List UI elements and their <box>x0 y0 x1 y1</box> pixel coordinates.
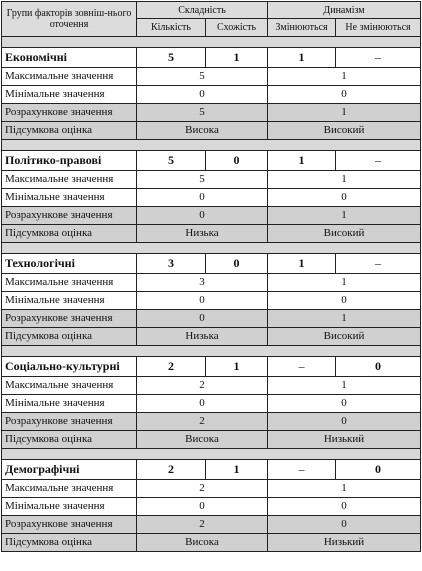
metric-row <box>2 328 421 346</box>
section-divider-cell <box>2 346 421 357</box>
value-similarity: 1 <box>206 357 268 377</box>
header-col-not-changing: Не змінюються <box>336 19 421 37</box>
complexity-value: 2 <box>137 377 268 395</box>
value-quantity: 2 <box>137 460 206 480</box>
complexity-value: 0 <box>137 189 268 207</box>
value-not-changing: 0 <box>336 460 421 480</box>
factor-assessment-table <box>1 1 421 552</box>
group-name: Соціально-культурні <box>2 357 137 377</box>
metric-row <box>2 516 421 534</box>
metric-row <box>2 86 421 104</box>
metric-label: Максимальне значення <box>2 274 137 292</box>
metric-row <box>2 189 421 207</box>
metric-label: Підсумкова оцінка <box>2 431 137 449</box>
dynamism-value: 0 <box>268 516 421 534</box>
section-divider <box>2 37 421 48</box>
group-title-row <box>2 460 421 480</box>
dynamism-value: 0 <box>268 86 421 104</box>
complexity-value: 2 <box>137 516 268 534</box>
complexity-value: 0 <box>137 310 268 328</box>
group-title-row <box>2 254 421 274</box>
metric-label: Розрахункове значення <box>2 413 137 431</box>
metric-row <box>2 431 421 449</box>
metric-row <box>2 498 421 516</box>
metric-label: Мінімальне значення <box>2 292 137 310</box>
group-name: Демографічні <box>2 460 137 480</box>
dynamism-value: Високий <box>268 122 421 140</box>
metric-label: Розрахункове значення <box>2 104 137 122</box>
value-changing: 1 <box>268 48 336 68</box>
complexity-value: Висока <box>137 431 268 449</box>
dynamism-value: 1 <box>268 274 421 292</box>
value-similarity: 0 <box>206 151 268 171</box>
metric-row <box>2 68 421 86</box>
header-col-similarity: Схожість <box>206 19 268 37</box>
metric-label: Мінімальне значення <box>2 189 137 207</box>
group-title-row <box>2 151 421 171</box>
metric-row <box>2 274 421 292</box>
metric-row <box>2 480 421 498</box>
value-changing: 1 <box>268 151 336 171</box>
complexity-value: 5 <box>137 104 268 122</box>
value-quantity: 5 <box>137 151 206 171</box>
metric-label: Розрахункове значення <box>2 207 137 225</box>
dynamism-value: 1 <box>268 104 421 122</box>
value-similarity: 1 <box>206 460 268 480</box>
complexity-value: Висока <box>137 534 268 552</box>
dynamism-value: Високий <box>268 328 421 346</box>
value-quantity: 2 <box>137 357 206 377</box>
dynamism-value: 1 <box>268 480 421 498</box>
value-not-changing: – <box>336 48 421 68</box>
header-row-groups <box>2 2 421 19</box>
metric-label: Максимальне значення <box>2 480 137 498</box>
metric-row <box>2 377 421 395</box>
group-name: Технологічні <box>2 254 137 274</box>
metric-label: Підсумкова оцінка <box>2 534 137 552</box>
section-divider <box>2 140 421 151</box>
value-quantity: 5 <box>137 48 206 68</box>
complexity-value: 0 <box>137 498 268 516</box>
metric-row <box>2 122 421 140</box>
section-divider <box>2 346 421 357</box>
complexity-value: 0 <box>137 86 268 104</box>
metric-label: Мінімальне значення <box>2 86 137 104</box>
complexity-value: 5 <box>137 171 268 189</box>
section-divider-cell <box>2 449 421 460</box>
metric-label: Підсумкова оцінка <box>2 122 137 140</box>
table-body <box>2 2 421 552</box>
value-quantity: 3 <box>137 254 206 274</box>
metric-row <box>2 534 421 552</box>
complexity-value: 0 <box>137 395 268 413</box>
section-divider <box>2 243 421 254</box>
header-dynamism: Динамізм <box>268 2 421 19</box>
metric-row <box>2 207 421 225</box>
value-not-changing: – <box>336 254 421 274</box>
group-title-row <box>2 357 421 377</box>
section-divider-cell <box>2 37 421 48</box>
metric-label: Максимальне значення <box>2 171 137 189</box>
dynamism-value: 1 <box>268 68 421 86</box>
group-title-row <box>2 48 421 68</box>
dynamism-value: 0 <box>268 413 421 431</box>
header-col-quantity: Кількість <box>137 19 206 37</box>
value-similarity: 0 <box>206 254 268 274</box>
complexity-value: Низька <box>137 328 268 346</box>
metric-label: Підсумкова оцінка <box>2 328 137 346</box>
dynamism-value: 1 <box>268 310 421 328</box>
metric-row <box>2 413 421 431</box>
metric-label: Розрахункове значення <box>2 310 137 328</box>
dynamism-value: Низький <box>268 534 421 552</box>
value-not-changing: 0 <box>336 357 421 377</box>
header-complexity: Складність <box>137 2 268 19</box>
metric-label: Максимальне значення <box>2 377 137 395</box>
section-divider-cell <box>2 243 421 254</box>
complexity-value: 3 <box>137 274 268 292</box>
group-name: Економічні <box>2 48 137 68</box>
header-col-changing: Змінюються <box>268 19 336 37</box>
metric-label: Максимальне значення <box>2 68 137 86</box>
dynamism-value: Низький <box>268 431 421 449</box>
complexity-value: Висока <box>137 122 268 140</box>
value-not-changing: – <box>336 151 421 171</box>
section-divider <box>2 449 421 460</box>
metric-row <box>2 104 421 122</box>
metric-row <box>2 292 421 310</box>
dynamism-value: 0 <box>268 498 421 516</box>
value-similarity: 1 <box>206 48 268 68</box>
metric-label: Мінімальне значення <box>2 498 137 516</box>
group-name: Політико-правові <box>2 151 137 171</box>
metric-row <box>2 310 421 328</box>
dynamism-value: 1 <box>268 171 421 189</box>
value-changing: – <box>268 357 336 377</box>
metric-row <box>2 225 421 243</box>
dynamism-value: 0 <box>268 292 421 310</box>
section-divider-cell <box>2 140 421 151</box>
dynamism-value: Високий <box>268 225 421 243</box>
complexity-value: 0 <box>137 207 268 225</box>
value-changing: 1 <box>268 254 336 274</box>
dynamism-value: 0 <box>268 395 421 413</box>
complexity-value: 2 <box>137 480 268 498</box>
metric-label: Мінімальне значення <box>2 395 137 413</box>
complexity-value: 2 <box>137 413 268 431</box>
metric-row <box>2 171 421 189</box>
complexity-value: 5 <box>137 68 268 86</box>
complexity-value: Низька <box>137 225 268 243</box>
metric-label: Розрахункове значення <box>2 516 137 534</box>
metric-row <box>2 395 421 413</box>
metric-label: Підсумкова оцінка <box>2 225 137 243</box>
dynamism-value: 1 <box>268 377 421 395</box>
value-changing: – <box>268 460 336 480</box>
dynamism-value: 1 <box>268 207 421 225</box>
header-factor-groups: Групи факторів зовніш-нього оточення <box>2 2 137 37</box>
dynamism-value: 0 <box>268 189 421 207</box>
complexity-value: 0 <box>137 292 268 310</box>
